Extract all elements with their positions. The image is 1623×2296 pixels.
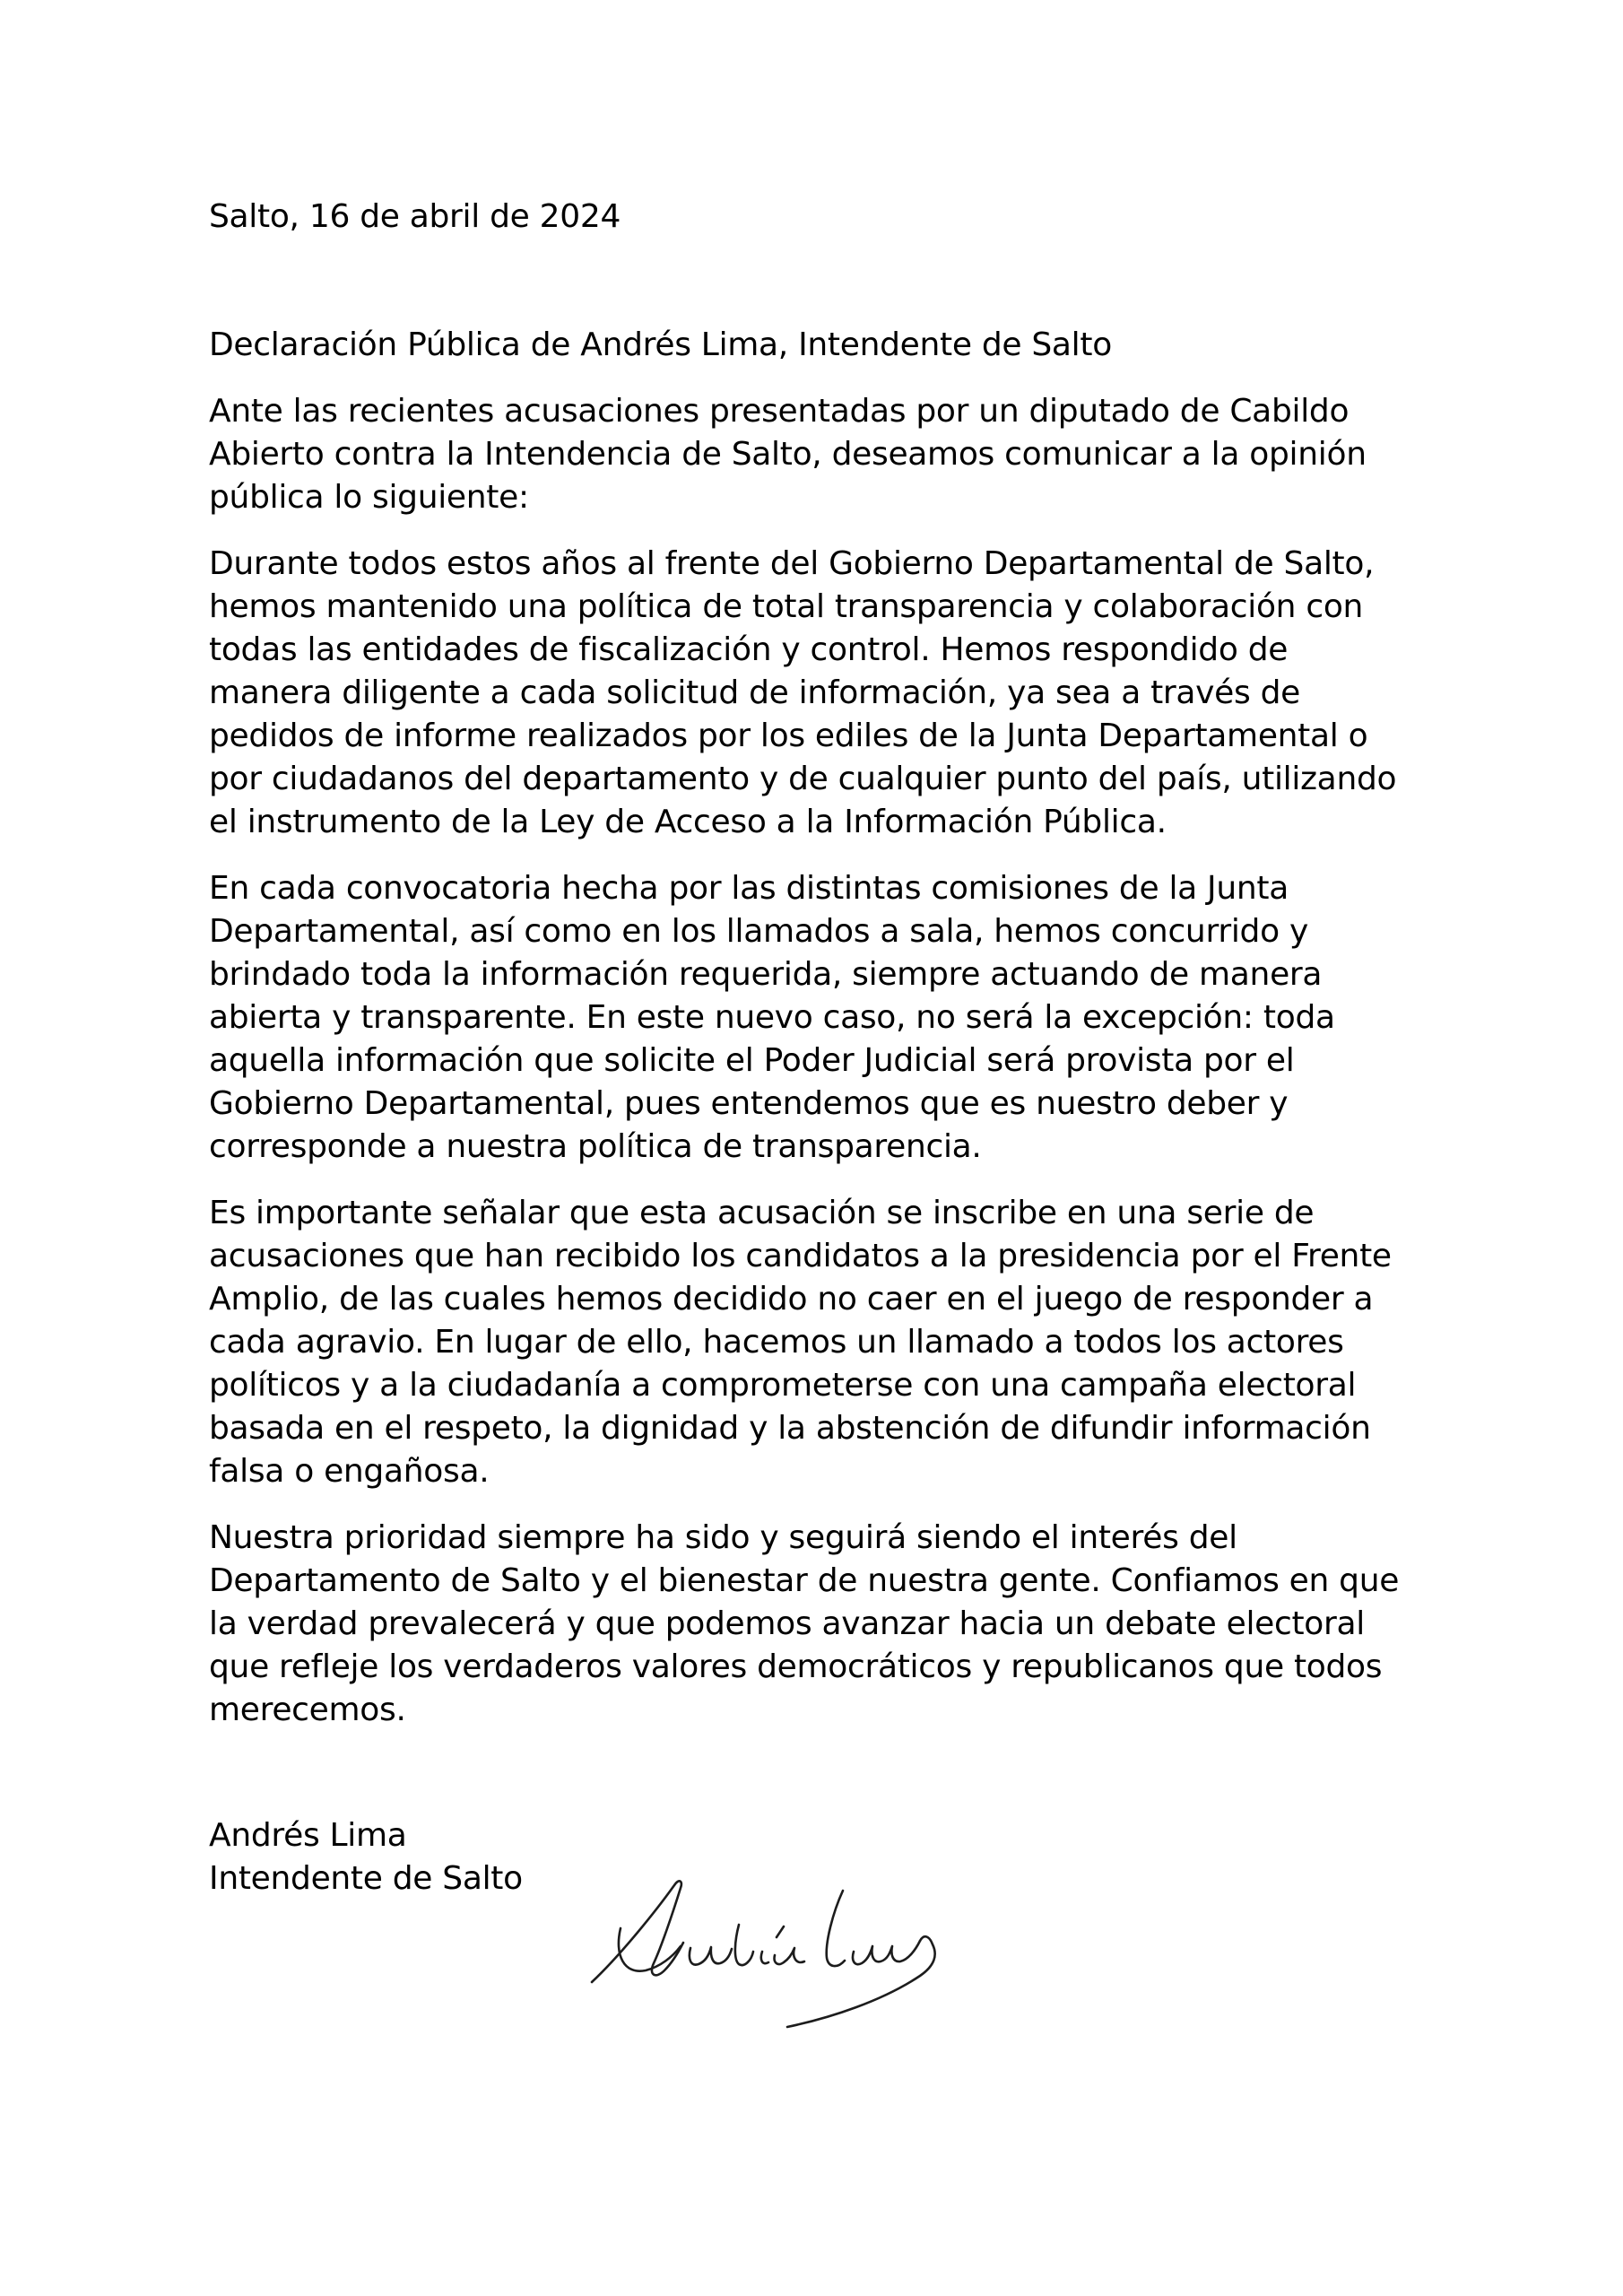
date-line: Salto, 16 de abril de 2024 — [209, 198, 621, 235]
document-title: Declaración Pública de Andrés Lima, Intendente de Salto — [209, 326, 1112, 363]
letter-body — [209, 390, 1415, 1732]
body-paragraph: Nuestra prioridad siempre ha sido y seguirá siendo el interés del Departamento de Salto y el bienestar de nuestra gente. Confiamos en que la verdad prevalecerá y que podemos avanzar hacia un debate electoral que refleje los verdaderos valores democráticos y republicanos que todos merecemos. — [209, 1519, 1400, 1728]
body-paragraph: Es importante señalar que esta acusación se inscribe en una serie de acusaciones que han recibido los candidatos a la presidencia por el Frente Amplio, de las cuales hemos decidido no caer en el juego de responder a cada agravio. En lugar de ello, hacemos un llamado a todos los actores políticos y a la ciudadanía a comprometerse con una campaña electoral basada en el respeto, la dignidad y la abstención de difundir información falsa o engañosa. — [209, 1195, 1392, 1490]
letter-content — [209, 196, 1415, 1900]
body-paragraph: En cada convocatoria hecha por las distintas comisiones de la Junta Departamental, así como en los llamados a sala, hemos concurrido y brindado toda la información requerida, siempre actuando de manera abierta y transparente. En este nuevo caso, no será la excepción: toda aquella información que solicite el Poder Judicial será provista por el Gobierno Departamental, pues entendemos que es nuestro deber y corresponde a nuestra política de transparencia. — [209, 870, 1335, 1165]
handwritten-signature-icon — [590, 1874, 944, 2036]
body-paragraph: Durante todos estos años al frente del Gobierno Departamental de Salto, hemos mantenido una política de total transparencia y colaboración con todas las entidades de fiscalización y control. Hemos respondido de manera diligente a cada solicitud de información, ya sea a través de pedidos de informe realizados por los ediles de la Junta Departamental o por ciudadanos del departamento y de cualquier punto del país, utilizando el instrumento de la Ley de Acceso a la Información Pública. — [209, 545, 1397, 840]
body-paragraph: Ante las recientes acusaciones presentadas por un diputado de Cabildo Abierto contra la Intendencia de Salto, deseamos comunicar a la opinión pública lo siguiente: — [209, 393, 1367, 516]
signatory-role: Intendente de Salto — [209, 1860, 523, 1897]
signatory-name: Andrés Lima — [209, 1817, 407, 1854]
